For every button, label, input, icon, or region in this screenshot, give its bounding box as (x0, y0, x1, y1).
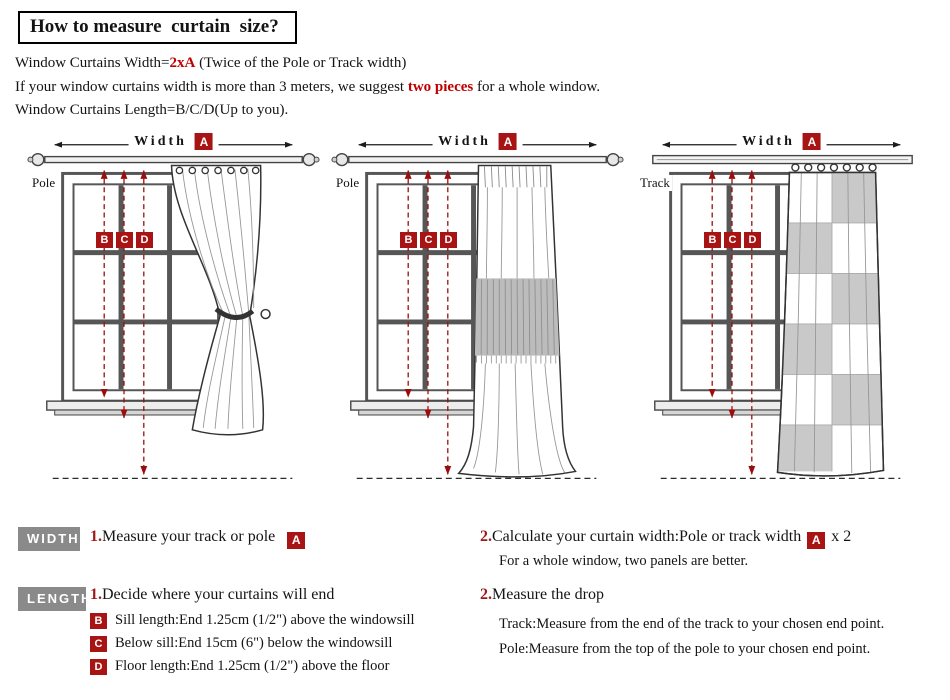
width-step1-text: Measure your track or pole (102, 528, 276, 545)
intro-line2-post: for a whole window. (473, 78, 601, 95)
letter-a-badge: A (287, 532, 305, 549)
letter-b-badge: B (704, 232, 721, 248)
width-step-2 (480, 528, 851, 549)
length-step1-text: Decide where your curtains will end (102, 586, 335, 603)
length-step-2 (480, 586, 604, 604)
bcd-badges (400, 232, 457, 248)
diagram-row (25, 128, 930, 506)
intro-line1-post: (Twice of the Pole or Track width) (195, 55, 407, 71)
curtain-checkered-rings (778, 164, 884, 476)
letter-b-badge: B (96, 232, 113, 248)
diagram-pole-pleated (329, 128, 626, 503)
letter-c-badge: C (420, 232, 437, 248)
pole-label: Pole (32, 175, 56, 190)
intro-line2-highlight: two pieces (407, 78, 474, 95)
width-section-badge: WIDTH (18, 527, 80, 551)
drop-pole-line: Pole:Measure from the top of the pole to your chosen end point. (499, 641, 871, 657)
width-label: Width (742, 133, 795, 149)
drop-track-line: Track:Measure from the end of the track to your chosen end point. (499, 616, 885, 632)
intro-line-width (15, 52, 600, 76)
width-label: Width (438, 133, 491, 149)
width-step2-note: For a whole window, two panels are better. (499, 553, 749, 569)
letter-a-badge: A (195, 133, 213, 150)
letter-d-badge: D (90, 659, 107, 675)
window-illustration-1 (25, 128, 322, 503)
width-step-1 (90, 528, 311, 549)
length-items (90, 612, 415, 681)
diagram-pole-grommet (25, 128, 322, 503)
pole-graphic (332, 154, 623, 166)
diagram-track-checkered (633, 128, 930, 503)
item-text: Sill length:End 1.25cm (1/2") above the windowsill (115, 612, 415, 628)
step-number: 1. (90, 528, 102, 545)
width-measurement-label (128, 133, 219, 150)
bcd-badges (96, 232, 153, 248)
step-number: 1. (90, 586, 102, 603)
track-label: Track (640, 175, 670, 190)
letter-c-badge: C (90, 636, 107, 652)
letter-c-badge: C (116, 232, 133, 248)
letter-d-badge: D (136, 232, 153, 248)
width-measurement-label (432, 133, 523, 150)
item-text: Below sill:End 15cm (6") below the windowsill (115, 635, 393, 651)
intro-text (15, 52, 600, 123)
letter-a-badge: A (803, 133, 821, 150)
letter-d-badge: D (440, 232, 457, 248)
intro-line-pieces (15, 76, 600, 100)
window-illustration-3 (633, 128, 930, 503)
letter-c-badge: C (724, 232, 741, 248)
pole-graphic (28, 154, 319, 166)
step-number: 2. (480, 528, 492, 545)
letter-b-badge: B (90, 613, 107, 629)
window-illustration-2 (329, 128, 626, 503)
width-measurement-label (736, 133, 827, 150)
letter-a-badge: A (499, 133, 517, 150)
track-graphic (653, 156, 912, 164)
letter-a-badge: A (807, 532, 825, 549)
length-step-1 (90, 586, 334, 604)
list-item (90, 635, 415, 652)
length-step2-text: Measure the drop (492, 586, 604, 603)
page-title: How to measure curtain size? (18, 11, 297, 44)
pole-label: Pole (336, 175, 360, 190)
letter-b-badge: B (400, 232, 417, 248)
bcd-badges (704, 232, 761, 248)
width-step2-suffix: x 2 (831, 528, 852, 545)
list-item (90, 612, 415, 629)
length-section-badge: LENGTH (18, 587, 86, 611)
width-step2-text: Calculate your curtain width:Pole or track width (492, 528, 802, 545)
intro-line-length: Window Curtains Length=B/C/D(Up to you). (15, 102, 289, 118)
tieback-knob (261, 310, 270, 319)
list-item (90, 658, 415, 675)
width-label: Width (134, 133, 187, 149)
intro-line1-highlight: 2xA (169, 55, 196, 71)
intro-line1-pre: Window Curtains Width= (15, 55, 170, 71)
item-text: Floor length:End 1.25cm (1/2") above the floor (115, 658, 390, 674)
letter-d-badge: D (744, 232, 761, 248)
step-number: 2. (480, 586, 492, 603)
drop-instructions (499, 612, 884, 662)
intro-line2-pre: If your window curtains width is more than 3 meters, we suggest (15, 78, 408, 95)
